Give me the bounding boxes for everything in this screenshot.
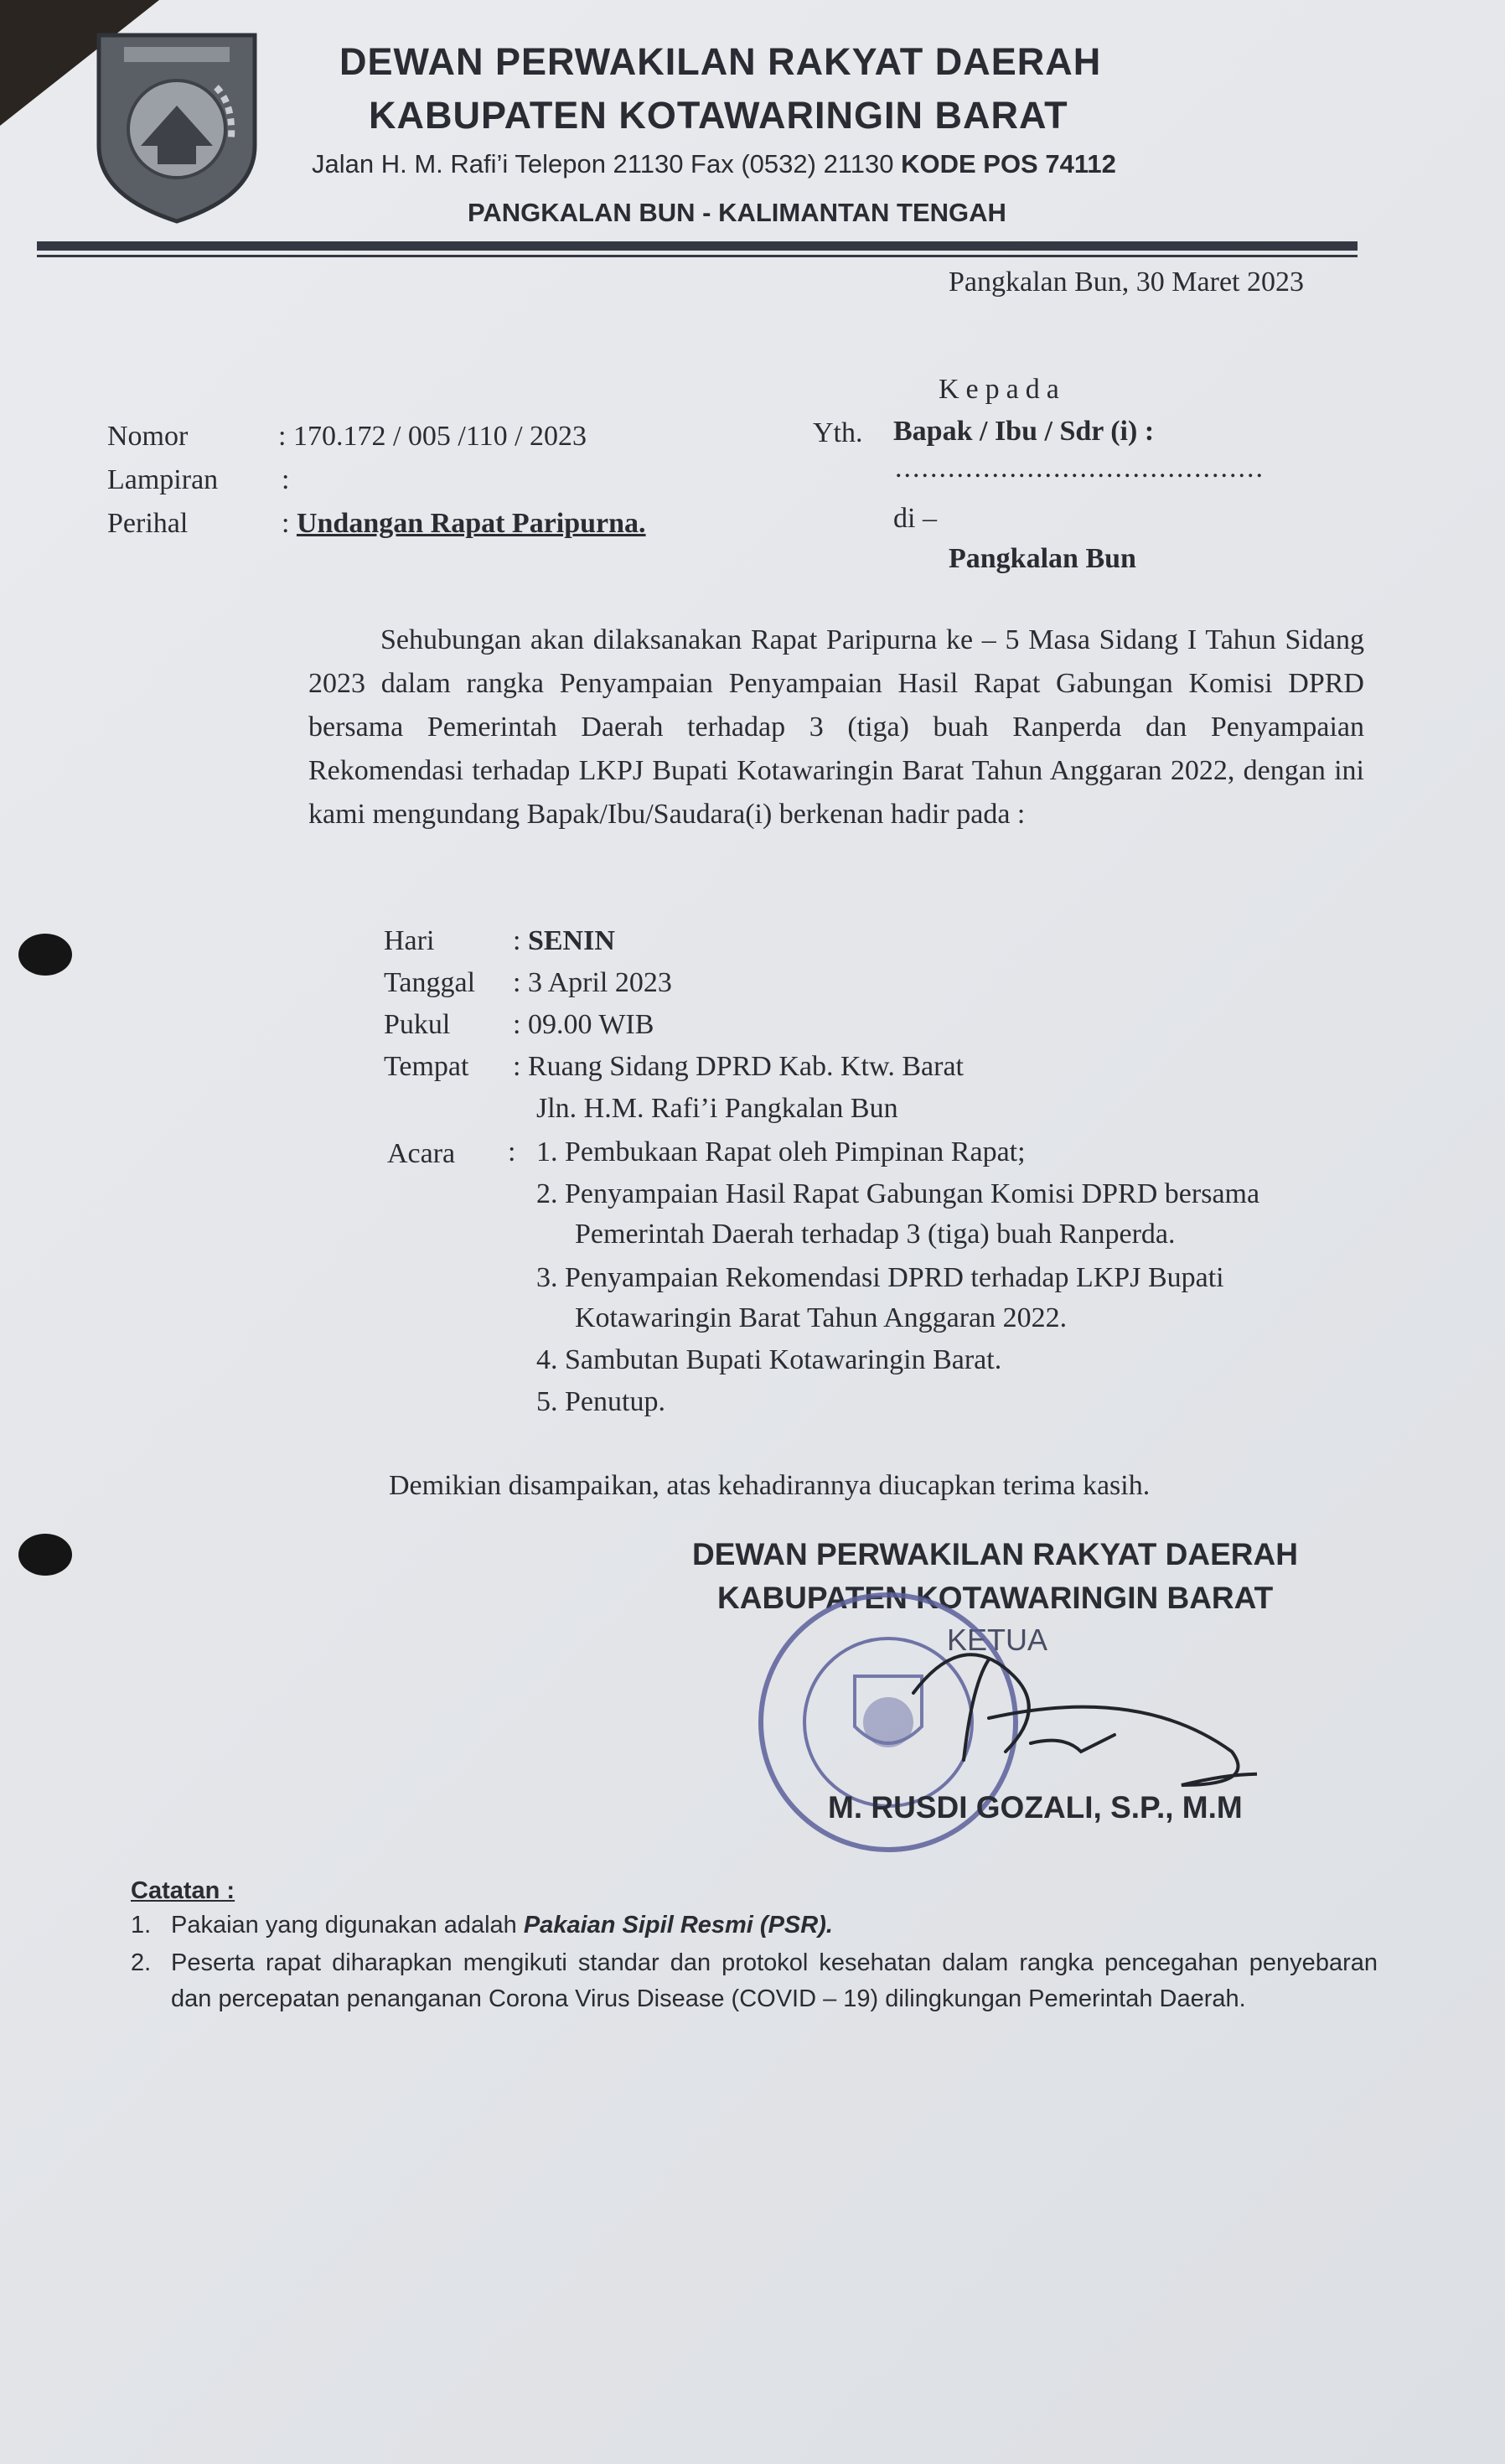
- hari-value: : SENIN: [513, 925, 615, 956]
- closing-sentence: Demikian disampaikan, atas kehadirannya diucapkan terima kasih.: [389, 1470, 1151, 1501]
- tanggal-value: : 3 April 2023: [513, 967, 672, 998]
- acara-item-2: 2. Penyampaian Hasil Rapat Gabungan Komisi DPRD bersama: [536, 1178, 1260, 1209]
- perihal-value: : Undangan Rapat Paripurna.: [282, 508, 646, 539]
- signature-title: KETUA: [947, 1623, 1048, 1657]
- body-paragraph: Sehubungan akan dilaksanakan Rapat Paripurna ke – 5 Masa Sidang I Tahun Sidang 2023 dalam rangka Penyampaian Penyampaian Hasil Rapat Gabungan Komisi DPRD bersama Pemerintah Daerah terhadap 3 (tiga) buah Ranperda dan Penyampaian Rekomendasi terhadap LKPJ Bupati Kotawaringin Barat Tahun Anggaran 2022, dengan ini kami mengundang Bapak/Ibu/Saudara(i) berkenan hadir pada :: [308, 624, 1364, 830]
- tempat-value-line2: Jln. H.M. Rafi’i Pangkalan Bun: [536, 1093, 898, 1124]
- nomor-value: : 170.172 / 005 /110 / 2023: [278, 421, 587, 452]
- lampiran-label: Lampiran: [107, 464, 219, 495]
- acara-item-4: 4. Sambutan Bupati Kotawaringin Barat.: [536, 1344, 1002, 1375]
- acara-item-3-cont: Kotawaringin Barat Tahun Anggaran 2022.: [575, 1302, 1068, 1333]
- acara-label: Acara: [387, 1138, 456, 1169]
- regency-emblem-icon: [91, 28, 263, 226]
- note-item: 2. Peserta rapat diharapkan mengikuti standar dan protokol kesehatan dalam rangka pencegahan penyebaran dan percepatan penanganan Corona Virus Disease (COVID – 19) dilingkungan Pemerintah Daerah.: [131, 1949, 1378, 2012]
- note-item: 1. Pakaian yang digunakan adalah Pakaian Sipil Resmi (PSR).: [131, 1912, 833, 1939]
- pukul-label: Pukul: [384, 1009, 451, 1040]
- signatory-name: M. RUSDI GOZALI, S.P., M.M: [828, 1790, 1243, 1825]
- signature-institution-line1: DEWAN PERWAKILAN RAKYAT DAERAH: [692, 1537, 1298, 1571]
- acara-item-3: 3. Penyampaian Rekomendasi DPRD terhadap LKPJ Bupati: [536, 1262, 1224, 1293]
- header-address: Jalan H. M. Rafi’i Telepon 21130 Fax (0532) 21130 KODE POS 74112: [312, 149, 1116, 179]
- acara-item-5: 5. Penutup.: [536, 1386, 665, 1417]
- nomor-label: Nomor: [107, 421, 189, 452]
- notes-list: [131, 1908, 1378, 2017]
- header-rule: [37, 241, 1358, 251]
- acara-item-2-cont: Pemerintah Daerah terhadap 3 (tiga) buah Ranperda.: [575, 1219, 1176, 1250]
- recipient-di: di –: [893, 503, 937, 534]
- perihal-label: Perihal: [107, 508, 189, 539]
- tempat-label: Tempat: [384, 1051, 469, 1082]
- recipient-name: Bapak / Ibu / Sdr (i) :: [893, 416, 1155, 447]
- handwritten-signature-icon: [863, 1618, 1257, 1810]
- recipient-dots: ..........................................: [895, 453, 1265, 484]
- tempat-value: : Ruang Sidang DPRD Kab. Ktw. Barat: [513, 1051, 964, 1082]
- lampiran-value: :: [282, 464, 290, 495]
- letter-date: Pangkalan Bun, 30 Maret 2023: [949, 267, 1304, 298]
- hari-label: Hari: [384, 925, 435, 956]
- header-city: PANGKALAN BUN - KALIMANTAN TENGAH: [468, 198, 1006, 227]
- header-rule-thin: [37, 255, 1358, 257]
- header-institution-line1: DEWAN PERWAKILAN RAKYAT DAERAH: [339, 40, 1102, 83]
- punch-hole: [18, 934, 72, 976]
- recipient-yth: Yth.: [813, 417, 863, 448]
- acara-colon: :: [508, 1136, 516, 1167]
- acara-item-1: 1. Pembukaan Rapat oleh Pimpinan Rapat;: [536, 1136, 1026, 1167]
- notes-heading: Catatan :: [131, 1877, 235, 1904]
- punch-hole: [18, 1534, 72, 1576]
- pukul-value: : 09.00 WIB: [513, 1009, 654, 1040]
- signature-institution-line2: KABUPATEN KOTAWARINGIN BARAT: [717, 1581, 1274, 1615]
- tanggal-label: Tanggal: [384, 967, 476, 998]
- recipient-kepada: Kepada: [939, 374, 1066, 405]
- header-institution-line2: KABUPATEN KOTAWARINGIN BARAT: [369, 94, 1068, 137]
- recipient-city: Pangkalan Bun: [949, 543, 1136, 574]
